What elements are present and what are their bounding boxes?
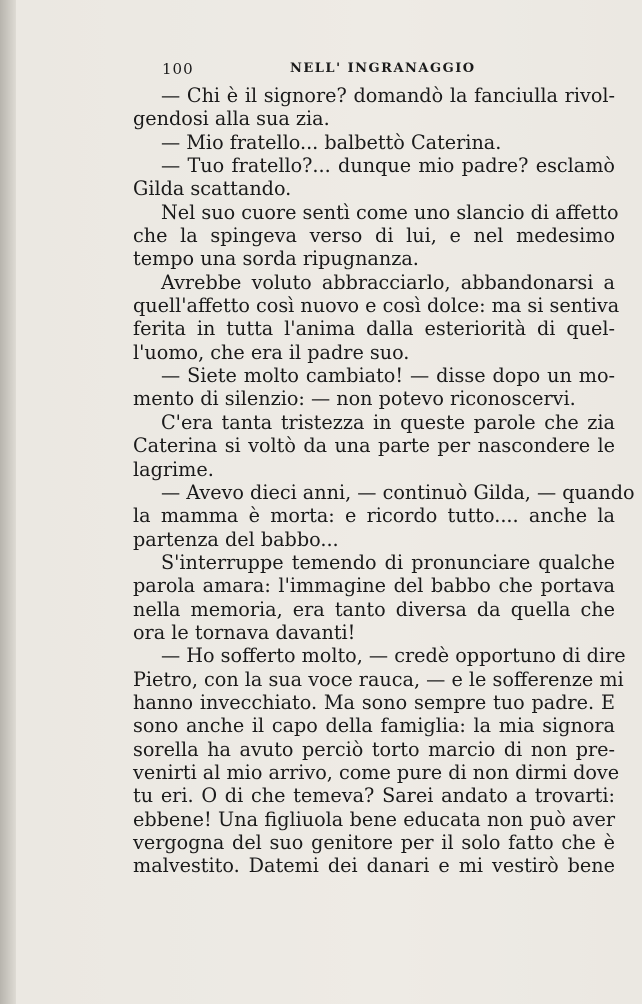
text-line: — Chi è il signore? domandò la fanciulla rivol-	[161, 84, 615, 107]
text-line: Pietro, con la sua voce rauca, — e le sofferenze mi	[133, 667, 624, 691]
text-line: hanno invecchiato. Ma sono sempre tuo padre. E	[133, 690, 615, 714]
page-number: 100	[162, 60, 194, 78]
text-line: Gilda scattando.	[133, 177, 292, 201]
text-line: ebbene! Una figliuola bene educata non può aver	[133, 807, 615, 831]
text-line: malvestito. Datemi dei danari e mi vestirò bene	[133, 854, 615, 878]
text-line: ora le tornava davanti!	[133, 620, 356, 644]
text-line: Caterina si voltò da una parte per nascondere le	[133, 434, 615, 458]
body-text	[133, 84, 635, 878]
running-title: NELL' INGRANAGGIO	[290, 61, 476, 76]
text-line: C'era tanta tristezza in queste parole che zia	[161, 410, 615, 434]
text-line: venirti al mio arrivo, come pure di non dirmi dove	[133, 760, 620, 784]
text-line: l'uomo, che era il padre suo.	[133, 340, 410, 364]
text-line: parola amara: l'immagine del babbo che portava	[133, 574, 615, 598]
text-line: tempo una sorda ripugnanza.	[133, 247, 419, 271]
text-line: Avrebbe voluto abbracciarlo, abbandonarsi a	[161, 270, 615, 294]
text-line: gendosi alla sua zia.	[133, 107, 330, 131]
text-line: sorella ha avuto perciò torto marcio di non pre-	[133, 737, 615, 761]
text-line: — Mio fratello... balbettò Caterina.	[161, 130, 502, 154]
text-line: nella memoria, era tanto diversa da quella che	[133, 597, 615, 621]
text-line: — Ho sofferto molto, — credè opportuno di dire	[161, 644, 626, 668]
page-edge-shadow	[0, 0, 16, 1004]
page-header	[162, 60, 482, 82]
text-line: ferita in tutta l'anima dalla esteriorità di quel-	[133, 317, 615, 341]
text-line: tu eri. O di che temeva? Sarei andato a trovarti:	[133, 784, 615, 808]
text-line: la mamma è morta: e ricordo tutto.... anche la	[133, 504, 615, 528]
text-line: — Avevo dieci anni, — continuò Gilda, — quando	[161, 480, 635, 504]
text-line: — Siete molto cambiato! — disse dopo un mo-	[161, 364, 615, 388]
text-line: vergogna del suo genitore per il solo fatto che è	[133, 831, 615, 854]
text-line: lagrime.	[133, 457, 214, 481]
text-line: S'interruppe temendo di pronunciare qualche	[161, 550, 615, 574]
text-line: Nel suo cuore sentì come uno slancio di affetto	[161, 200, 619, 224]
text-line: mento di silenzio: — non potevo riconoscervi.	[133, 387, 576, 411]
text-line: partenza del babbo...	[133, 527, 339, 551]
text-line: quell'affetto così nuovo e così dolce: ma si sentiva	[133, 294, 620, 318]
text-line: che la spingeva verso di lui, e nel medesimo	[133, 224, 615, 248]
text-line: — Tuo fratello?... dunque mio padre? esclamò	[161, 154, 615, 178]
text-line: sono anche il capo della famiglia: la mia signora	[133, 714, 615, 738]
